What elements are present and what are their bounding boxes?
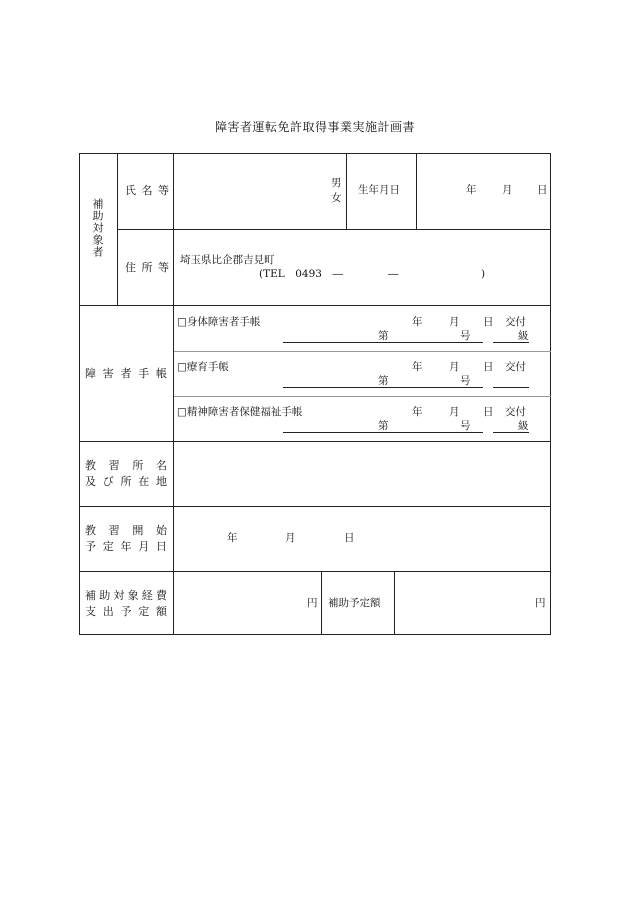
address-value[interactable]: 埼玉県比企郡吉見町 bbox=[180, 254, 275, 266]
gender-male[interactable]: 男 bbox=[331, 177, 342, 189]
issued-label: 交付 bbox=[505, 406, 526, 418]
gender-female[interactable]: 女 bbox=[331, 192, 342, 204]
grade-label: 級 bbox=[518, 420, 529, 432]
tel-close: ) bbox=[481, 268, 486, 280]
birth-year: 年 bbox=[466, 184, 477, 196]
grade-underline bbox=[493, 432, 529, 433]
handbook-type-label[interactable]: □身体障害者手帳 bbox=[177, 316, 261, 328]
start-year: 年 bbox=[227, 532, 238, 544]
tel-prefix[interactable]: (TEL 0493 ― bbox=[259, 268, 343, 280]
applicant-section-label: 補助対象者 bbox=[91, 198, 104, 258]
number-dai: 第 bbox=[378, 420, 389, 432]
cost-label-line1: 補助対象経費 bbox=[85, 589, 167, 602]
issued-label: 交付 bbox=[505, 361, 526, 373]
issue-year: 年 bbox=[412, 406, 423, 418]
divider-school-start bbox=[79, 506, 551, 507]
cost-yen: 円 bbox=[307, 597, 318, 609]
issue-month: 月 bbox=[449, 406, 460, 418]
subsidy-yen: 円 bbox=[535, 597, 546, 609]
birth-day: 日 bbox=[537, 184, 548, 196]
table-border-top bbox=[79, 153, 551, 154]
name-label: 氏 名 等 bbox=[125, 184, 170, 197]
grade-underline bbox=[493, 342, 529, 343]
issue-month: 月 bbox=[449, 361, 460, 373]
start-month: 月 bbox=[285, 532, 296, 544]
handbook-section-label: 障 害 者 手 帳 bbox=[85, 367, 167, 380]
school-label-line2: 及び所在地 bbox=[85, 475, 167, 488]
start-label-line2: 予定年月日 bbox=[85, 540, 167, 553]
grade-underline bbox=[493, 387, 529, 388]
handbook-type-label[interactable]: □療育手帳 bbox=[177, 361, 229, 373]
issue-day: 日 bbox=[483, 406, 494, 418]
number-dai: 第 bbox=[378, 375, 389, 387]
school-label-line1: 教 習 所 名 bbox=[85, 459, 167, 472]
issue-day: 日 bbox=[483, 361, 494, 373]
grade-label: 級 bbox=[518, 330, 529, 342]
tel-dash: ― bbox=[388, 268, 399, 280]
divider-handbook-row1 bbox=[173, 351, 551, 352]
divider-label-value bbox=[173, 153, 174, 635]
start-label-line1: 教 習 開 始 bbox=[85, 524, 167, 537]
divider-applicant-handbook bbox=[79, 305, 551, 306]
cost-label-line2: 支出予定額 bbox=[85, 605, 167, 618]
start-day: 日 bbox=[344, 532, 355, 544]
divider-cost-yen bbox=[321, 571, 322, 635]
divider-name-address bbox=[117, 229, 551, 230]
number-go: 号 bbox=[460, 375, 471, 387]
table-border-left bbox=[79, 153, 80, 635]
divider-handbook-school bbox=[79, 441, 551, 442]
table-border-right bbox=[550, 153, 551, 635]
birth-month: 月 bbox=[502, 184, 513, 196]
divider-handbook-row2 bbox=[173, 396, 551, 397]
divider-subsidy bbox=[394, 571, 395, 635]
number-underline bbox=[283, 387, 483, 388]
issue-year: 年 bbox=[412, 361, 423, 373]
issue-month: 月 bbox=[449, 316, 460, 328]
handbook-type-label[interactable]: □精神障害者保健福祉手帳 bbox=[177, 406, 303, 418]
divider-gender bbox=[346, 153, 347, 230]
document-title: 障害者運転免許取得事業実施計画書 bbox=[214, 120, 415, 134]
issue-year: 年 bbox=[412, 316, 423, 328]
number-underline bbox=[283, 432, 483, 433]
divider-start-cost bbox=[79, 571, 551, 572]
divider-birth bbox=[416, 153, 417, 230]
number-go: 号 bbox=[460, 420, 471, 432]
subsidy-label: 補助予定額 bbox=[328, 597, 381, 609]
table-border-bottom bbox=[79, 634, 551, 635]
issued-label: 交付 bbox=[505, 316, 526, 328]
address-label: 住 所 等 bbox=[125, 261, 170, 274]
birth-label: 生年月日 bbox=[358, 184, 400, 196]
number-underline bbox=[283, 342, 483, 343]
issue-day: 日 bbox=[483, 316, 494, 328]
divider-applicant-label bbox=[117, 153, 118, 306]
number-go: 号 bbox=[460, 330, 471, 342]
number-dai: 第 bbox=[378, 330, 389, 342]
